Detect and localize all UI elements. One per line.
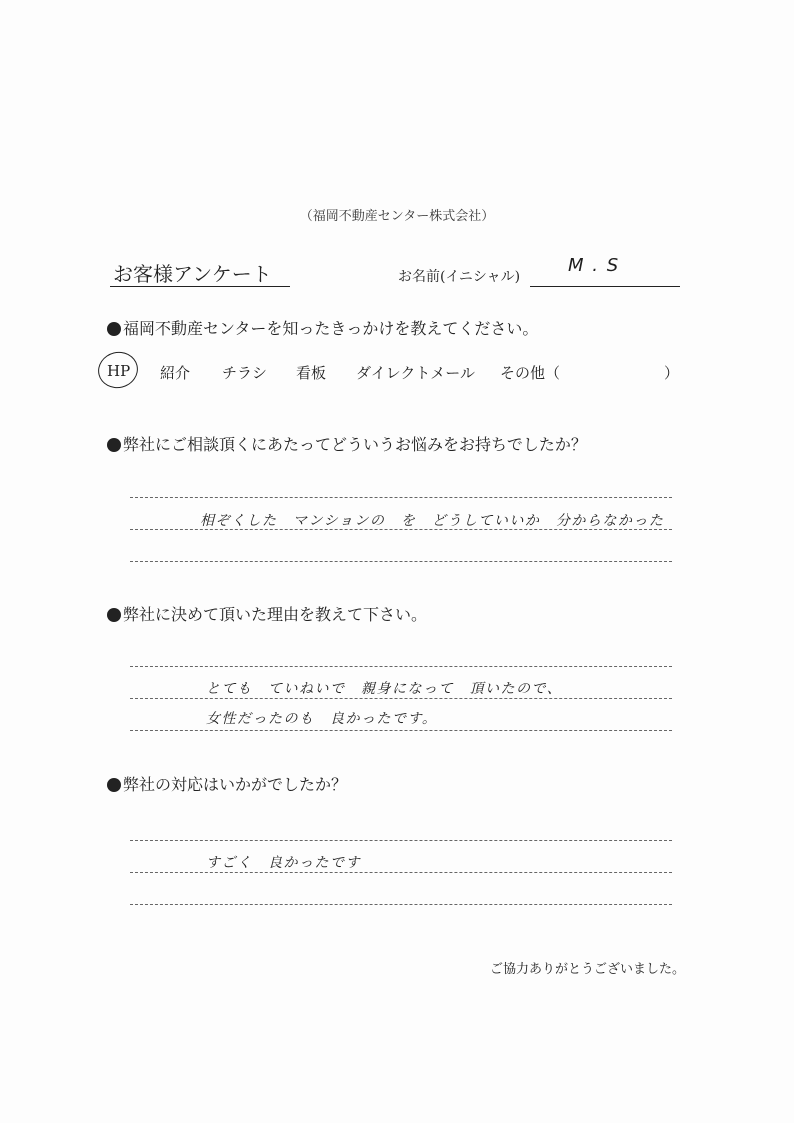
answer-4-line-1: すごく 良かったです [206,855,361,871]
title-underline [110,286,290,287]
question-3-text: 弊社に決めて頂いた理由を教えて下さい。 [123,605,428,624]
option-flyer: チラシ [222,364,268,382]
answer-line [130,730,672,731]
answer-3-line-1: とても ていねいで 親身になって 頂いたので、 [206,681,563,697]
bullet-icon [107,608,121,622]
option-signboard: 看板 [296,364,327,382]
option-hp: HP [107,362,131,380]
option-referral: 紹介 [160,364,191,382]
answer-line [130,561,672,562]
company-name: （福岡不動産センター株式会社） [299,209,495,224]
name-value: M . S [568,255,620,276]
option-other: その他（ [500,364,561,382]
question-4-text: 弊社の対応はいかがでしたか？ [123,775,348,794]
question-1 [107,316,538,339]
answer-line [130,497,672,498]
question-2-text: 弊社にご相談頂くにあたってどういうお悩みをお持ちでしたか？ [123,435,587,454]
survey-title: お客様アンケート [113,262,272,286]
answer-line [130,666,672,667]
answer-3-line-2: 女性だったのも 良かったです。 [206,711,438,727]
question-3 [107,602,427,625]
bullet-icon [107,322,121,336]
question-2 [107,432,587,455]
bullet-icon [107,778,121,792]
question-4 [107,772,347,795]
bullet-icon [107,438,121,452]
answer-2-line-1: 相ぞくした マンションの を どうしていいか 分からなかった [200,513,665,529]
question-1-text: 福岡不動産センターを知ったきっかけを教えてください。 [123,319,539,338]
answer-line [130,872,672,873]
thanks-message: ご協力ありがとうございました。 [490,962,686,977]
name-label: お名前(イニシャル) [398,269,521,285]
answer-line [130,904,672,905]
option-direct-mail: ダイレクトメール [356,364,475,382]
answer-line [130,698,672,699]
answer-line [130,840,672,841]
option-other-close: ） [664,364,680,382]
name-field-line [530,286,680,287]
